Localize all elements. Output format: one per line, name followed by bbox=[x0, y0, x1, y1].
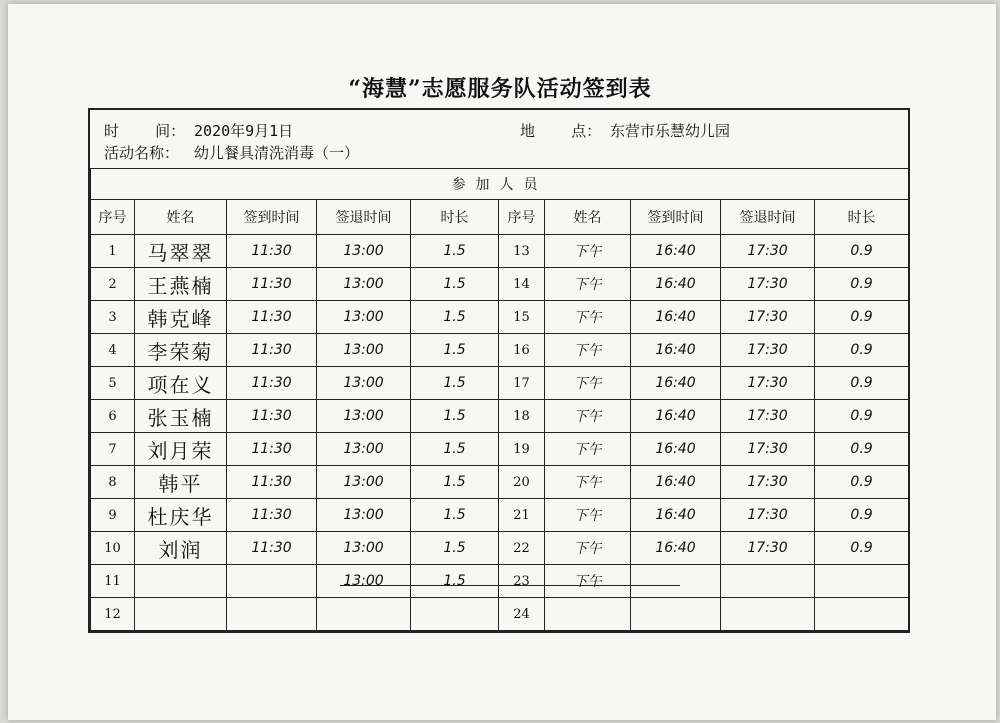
sign-out-cell: 17:30 bbox=[721, 301, 815, 334]
sign-out-cell: 13:00 bbox=[317, 400, 411, 433]
name-cell: 下午 bbox=[545, 268, 631, 301]
name-cell: 项在义 bbox=[135, 367, 227, 400]
duration-cell: 1.5 bbox=[411, 301, 499, 334]
sign-out-cell: 13:00 bbox=[317, 565, 411, 598]
sign-in-cell: 11:30 bbox=[227, 532, 317, 565]
strike-through-line bbox=[340, 585, 680, 586]
sign-out-cell: 17:30 bbox=[721, 433, 815, 466]
sign-out-cell bbox=[721, 565, 815, 598]
sign-out-cell: 17:30 bbox=[721, 499, 815, 532]
sign-in-cell: 16:40 bbox=[631, 235, 721, 268]
sign-out-cell bbox=[721, 598, 815, 631]
table-row bbox=[91, 334, 909, 367]
row-number-cell: 9 bbox=[91, 499, 135, 532]
sign-out-cell: 13:00 bbox=[317, 268, 411, 301]
sign-in-cell: 11:30 bbox=[227, 433, 317, 466]
name-cell: 下午 bbox=[545, 235, 631, 268]
sign-in-cell bbox=[631, 565, 721, 598]
attendance-table bbox=[90, 168, 909, 631]
table-row bbox=[91, 433, 909, 466]
name-cell: 下午 bbox=[545, 334, 631, 367]
activity-value: 幼儿餐具清洗消毒（一） bbox=[194, 144, 360, 162]
row-number-cell: 18 bbox=[499, 400, 545, 433]
sign-out-cell: 17:30 bbox=[721, 532, 815, 565]
sign-in-cell: 11:30 bbox=[227, 235, 317, 268]
row-number-cell: 12 bbox=[91, 598, 135, 631]
sign-in-cell: 16:40 bbox=[631, 433, 721, 466]
sign-in-cell: 11:30 bbox=[227, 301, 317, 334]
sign-out-cell: 13:00 bbox=[317, 235, 411, 268]
col-header: 时长 bbox=[815, 200, 909, 235]
sign-out-cell: 17:30 bbox=[721, 235, 815, 268]
row-number-cell: 11 bbox=[91, 565, 135, 598]
sign-in-cell bbox=[227, 598, 317, 631]
row-number-cell: 6 bbox=[91, 400, 135, 433]
col-header: 签退时间 bbox=[317, 200, 411, 235]
row-number-cell: 5 bbox=[91, 367, 135, 400]
table-row bbox=[91, 301, 909, 334]
duration-cell: 0.9 bbox=[815, 235, 909, 268]
table-row bbox=[91, 367, 909, 400]
table-row bbox=[91, 532, 909, 565]
duration-cell: 1.5 bbox=[411, 334, 499, 367]
name-cell: 下午 bbox=[545, 367, 631, 400]
row-number-cell: 4 bbox=[91, 334, 135, 367]
sign-out-cell: 17:30 bbox=[721, 466, 815, 499]
table-row bbox=[91, 268, 909, 301]
name-cell: 李荣菊 bbox=[135, 334, 227, 367]
sign-out-cell: 13:00 bbox=[317, 433, 411, 466]
row-number-cell: 2 bbox=[91, 268, 135, 301]
row-number-cell: 14 bbox=[499, 268, 545, 301]
sign-in-cell: 16:40 bbox=[631, 367, 721, 400]
row-number-cell: 13 bbox=[499, 235, 545, 268]
duration-cell: 1.5 bbox=[411, 499, 499, 532]
name-cell: 刘润 bbox=[135, 532, 227, 565]
duration-cell: 0.9 bbox=[815, 400, 909, 433]
duration-cell: 0.9 bbox=[815, 433, 909, 466]
name-cell: 下午 bbox=[545, 301, 631, 334]
name-cell: 下午 bbox=[545, 466, 631, 499]
duration-cell: 1.5 bbox=[411, 532, 499, 565]
col-header: 序号 bbox=[499, 200, 545, 235]
row-number-cell: 8 bbox=[91, 466, 135, 499]
name-cell bbox=[135, 598, 227, 631]
col-header: 签退时间 bbox=[721, 200, 815, 235]
row-number-cell: 3 bbox=[91, 301, 135, 334]
sign-in-cell bbox=[631, 598, 721, 631]
row-number-cell: 10 bbox=[91, 532, 135, 565]
sign-out-cell: 13:00 bbox=[317, 301, 411, 334]
sign-in-cell: 16:40 bbox=[631, 301, 721, 334]
duration-cell: 0.9 bbox=[815, 268, 909, 301]
duration-cell: 0.9 bbox=[815, 367, 909, 400]
table-row bbox=[91, 565, 909, 598]
name-cell: 韩克峰 bbox=[135, 301, 227, 334]
duration-cell: 1.5 bbox=[411, 367, 499, 400]
sign-in-cell: 16:40 bbox=[631, 334, 721, 367]
name-cell: 刘月荣 bbox=[135, 433, 227, 466]
row-number-cell: 21 bbox=[499, 499, 545, 532]
sign-in-cell: 11:30 bbox=[227, 367, 317, 400]
table-row bbox=[91, 235, 909, 268]
place-value: 东营市乐慧幼儿园 bbox=[610, 122, 731, 140]
sign-out-cell: 17:30 bbox=[721, 268, 815, 301]
sign-in-cell: 11:30 bbox=[227, 268, 317, 301]
sign-in-cell: 16:40 bbox=[631, 268, 721, 301]
sign-out-cell: 13:00 bbox=[317, 466, 411, 499]
row-number-cell: 24 bbox=[499, 598, 545, 631]
col-header: 时长 bbox=[411, 200, 499, 235]
col-header: 姓名 bbox=[135, 200, 227, 235]
name-cell: 张玉楠 bbox=[135, 400, 227, 433]
table-row bbox=[91, 400, 909, 433]
sign-in-cell: 11:30 bbox=[227, 499, 317, 532]
row-number-cell: 16 bbox=[499, 334, 545, 367]
duration-cell: 1.5 bbox=[411, 268, 499, 301]
table-row bbox=[91, 598, 909, 631]
row-number-cell: 23 bbox=[499, 565, 545, 598]
name-cell bbox=[545, 598, 631, 631]
name-cell: 王燕楠 bbox=[135, 268, 227, 301]
duration-cell: 1.5 bbox=[411, 565, 499, 598]
row-number-cell: 15 bbox=[499, 301, 545, 334]
sign-in-cell: 16:40 bbox=[631, 466, 721, 499]
row-number-cell: 7 bbox=[91, 433, 135, 466]
name-cell: 下午 bbox=[545, 499, 631, 532]
name-cell: 下午 bbox=[545, 532, 631, 565]
header-row bbox=[91, 200, 909, 235]
name-cell: 下午 bbox=[545, 433, 631, 466]
duration-cell bbox=[815, 565, 909, 598]
col-header: 姓名 bbox=[545, 200, 631, 235]
duration-cell: 1.5 bbox=[411, 466, 499, 499]
row-number-cell: 17 bbox=[499, 367, 545, 400]
name-cell: 韩平 bbox=[135, 466, 227, 499]
sign-out-cell: 13:00 bbox=[317, 532, 411, 565]
duration-cell: 1.5 bbox=[411, 400, 499, 433]
sign-out-cell: 13:00 bbox=[317, 499, 411, 532]
activity-label: 活动名称： bbox=[104, 144, 180, 162]
duration-cell: 0.9 bbox=[815, 334, 909, 367]
sign-out-cell bbox=[317, 598, 411, 631]
row-number-cell: 22 bbox=[499, 532, 545, 565]
group-header: 参加人员 bbox=[91, 169, 909, 200]
duration-cell bbox=[815, 598, 909, 631]
duration-cell: 0.9 bbox=[815, 499, 909, 532]
duration-cell: 0.9 bbox=[815, 301, 909, 334]
name-cell bbox=[135, 565, 227, 598]
duration-cell: 1.5 bbox=[411, 433, 499, 466]
row-number-cell: 20 bbox=[499, 466, 545, 499]
name-cell: 下午 bbox=[545, 400, 631, 433]
duration-cell: 1.5 bbox=[411, 235, 499, 268]
sign-in-cell: 16:40 bbox=[631, 400, 721, 433]
table-row bbox=[91, 466, 909, 499]
sign-out-cell: 17:30 bbox=[721, 334, 815, 367]
name-cell: 杜庆华 bbox=[135, 499, 227, 532]
sign-in-cell: 16:40 bbox=[631, 499, 721, 532]
col-header: 签到时间 bbox=[631, 200, 721, 235]
name-cell: 马翠翠 bbox=[135, 235, 227, 268]
col-header: 签到时间 bbox=[227, 200, 317, 235]
row-number-cell: 19 bbox=[499, 433, 545, 466]
signin-form bbox=[88, 108, 910, 633]
duration-cell: 0.9 bbox=[815, 532, 909, 565]
form-title: “海慧”志愿服务队活动签到表 bbox=[348, 76, 652, 102]
sign-in-cell: 11:30 bbox=[227, 400, 317, 433]
sign-in-cell: 11:30 bbox=[227, 466, 317, 499]
sign-in-cell bbox=[227, 565, 317, 598]
duration-cell: 0.9 bbox=[815, 466, 909, 499]
sign-out-cell: 17:30 bbox=[721, 367, 815, 400]
col-header: 序号 bbox=[91, 200, 135, 235]
sign-out-cell: 13:00 bbox=[317, 334, 411, 367]
row-number-cell: 1 bbox=[91, 235, 135, 268]
table-row bbox=[91, 499, 909, 532]
sign-in-cell: 11:30 bbox=[227, 334, 317, 367]
sign-out-cell: 13:00 bbox=[317, 367, 411, 400]
time-label: 时 间： bbox=[104, 122, 186, 140]
name-cell: 下午 bbox=[545, 565, 631, 598]
place-label: 地 点： bbox=[520, 122, 602, 140]
duration-cell bbox=[411, 598, 499, 631]
sign-in-cell: 16:40 bbox=[631, 532, 721, 565]
sign-out-cell: 17:30 bbox=[721, 400, 815, 433]
time-value: 2020年9月1日 bbox=[194, 122, 294, 140]
